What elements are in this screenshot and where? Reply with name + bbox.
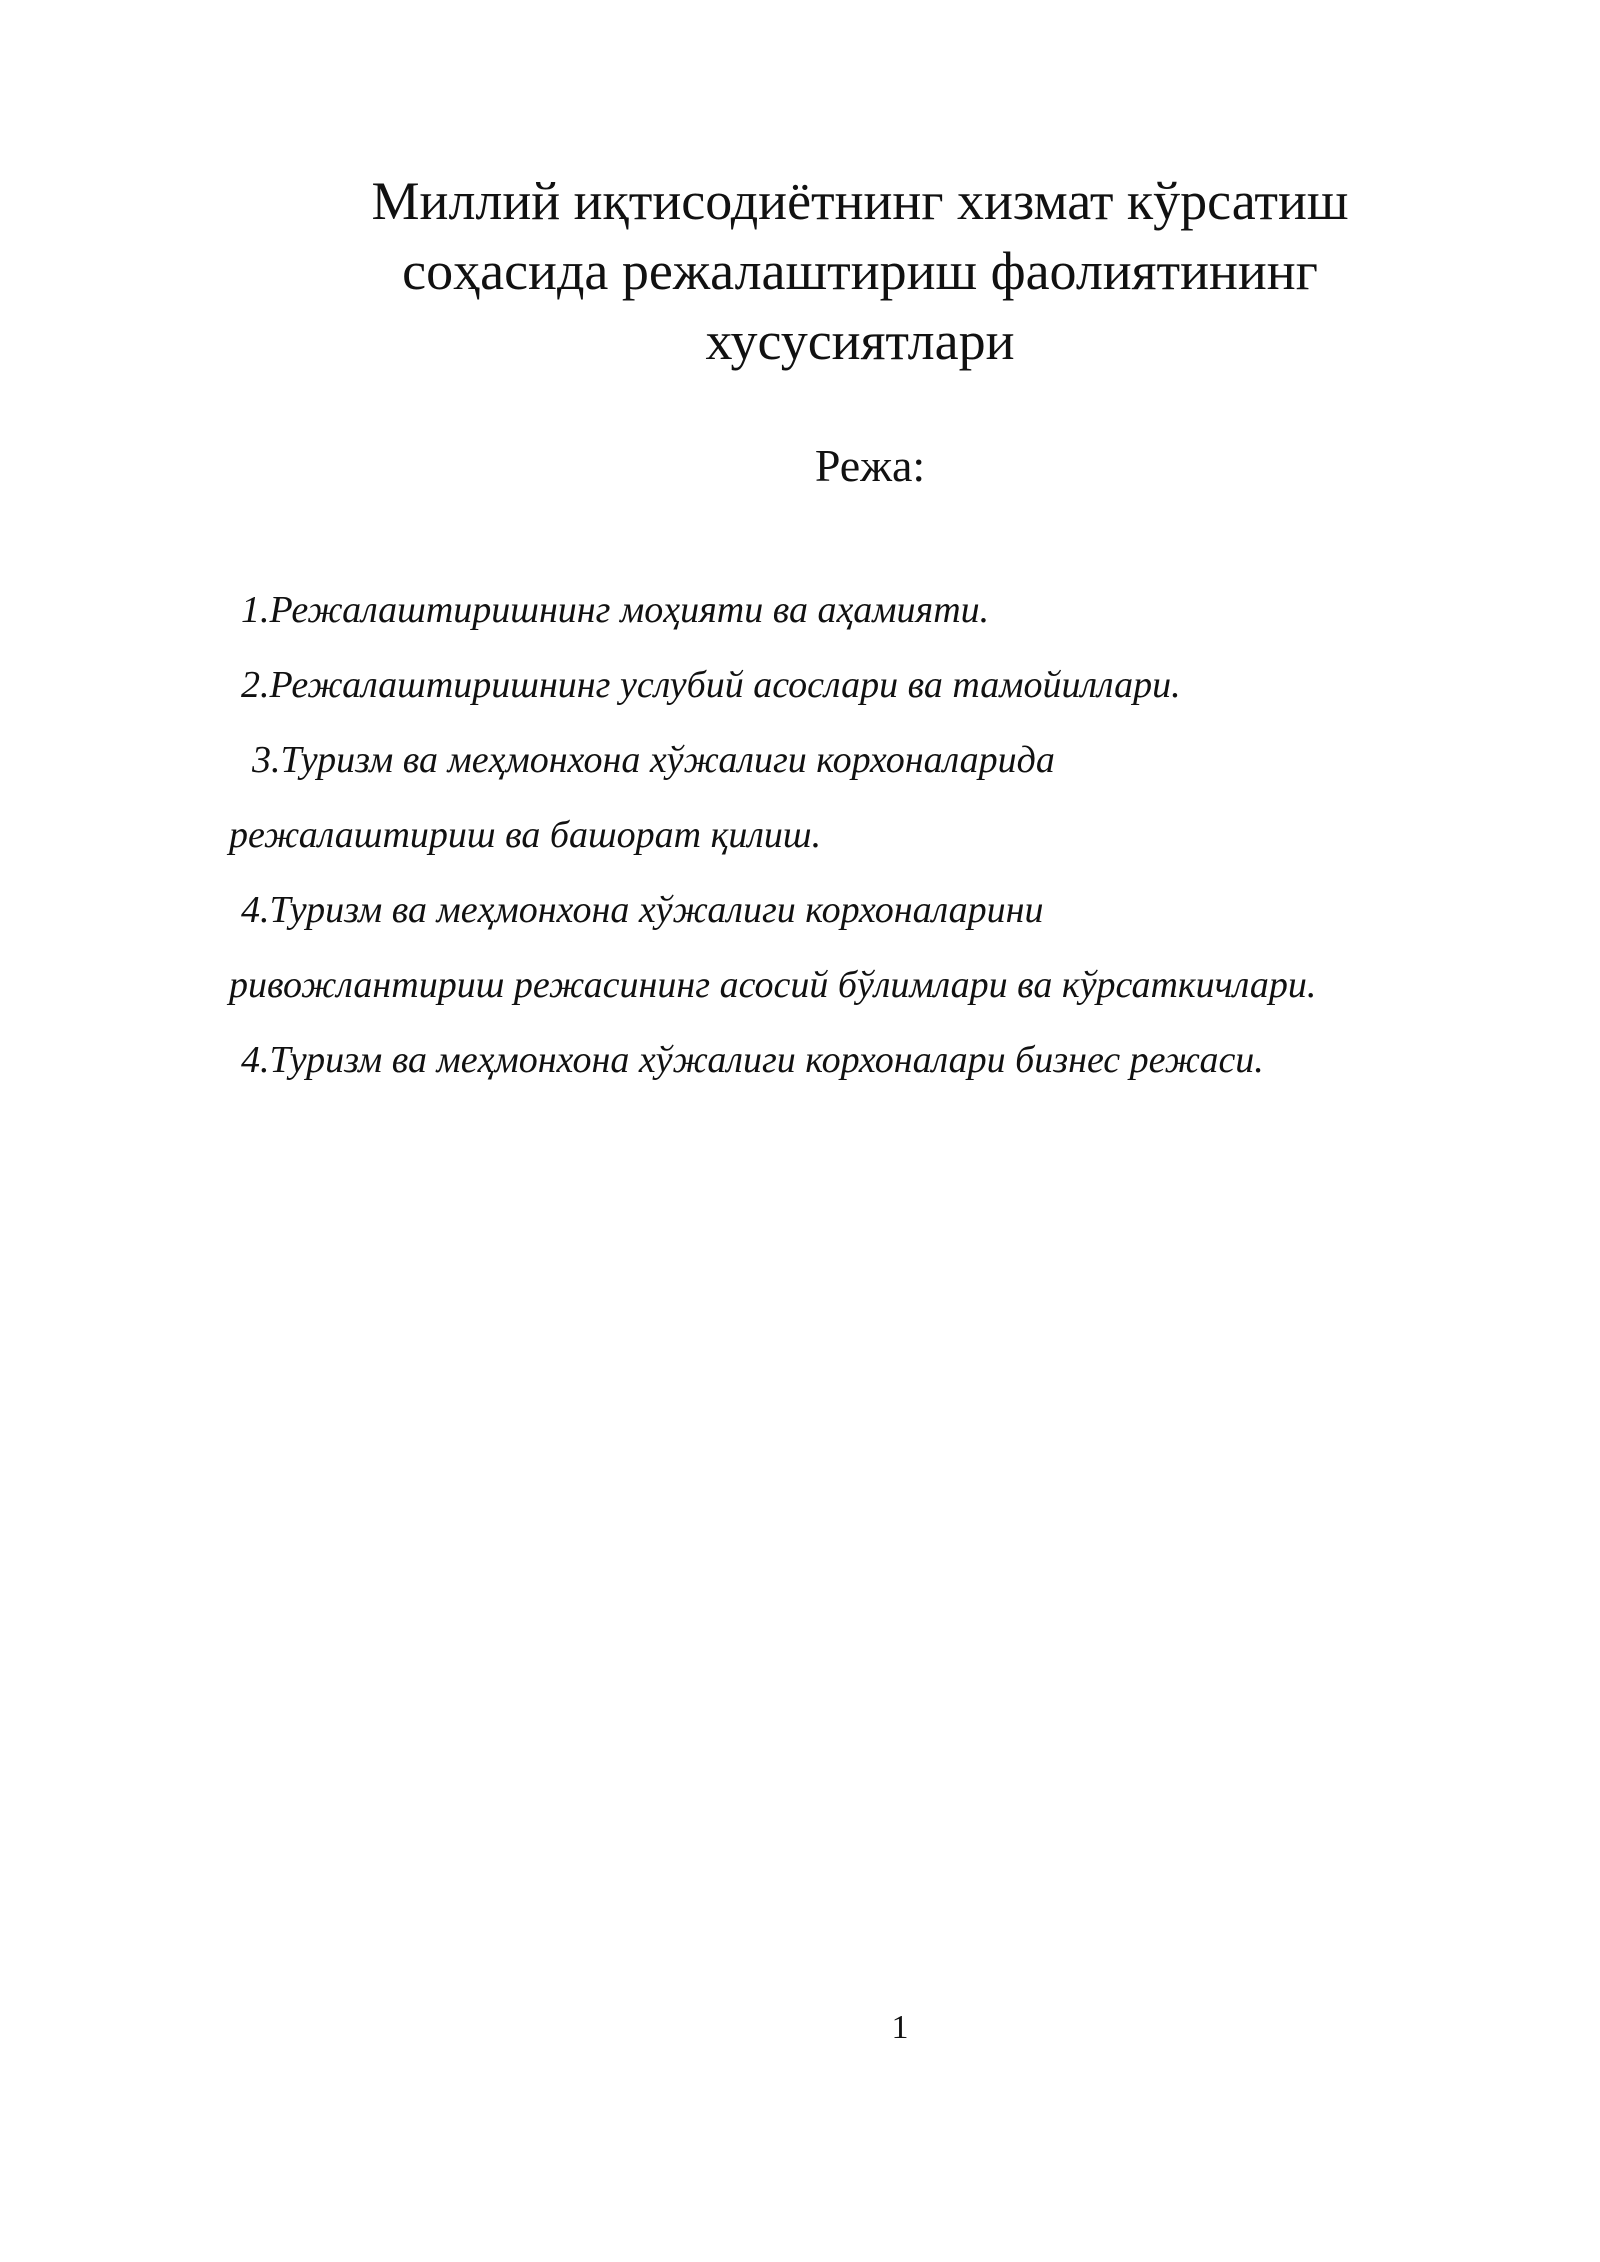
- plan-item-1: 1.Режалаштиришнинг моҳияти ва аҳамияти.: [241, 589, 990, 631]
- title-line-1: Миллий иқтисодиётнинг хизмат кўрсатиш: [371, 171, 1349, 231]
- title-line-3: хусусиятлари: [705, 311, 1015, 371]
- plan-heading: Режа:: [814, 440, 926, 491]
- document-title: [270, 166, 1450, 376]
- plan-item-3-line-2: режалаштириш ва башорат қилиш.: [229, 814, 822, 856]
- plan-item-5: 4.Туризм ва меҳмонхона хўжалиги корхоналари бизнес режаси.: [241, 1039, 1264, 1081]
- page-number: 1: [891, 2009, 909, 2046]
- plan-item-4-line-2: ривожлантириш режасининг асосий бўлимлари ва кўрсаткичлари.: [229, 964, 1317, 1006]
- plan-item-4-line-1: 4.Туризм ва меҳмонхона хўжалиги корхоналарини: [241, 889, 1044, 931]
- plan-item-3-line-1: 3.Туризм ва меҳмонхона хўжалиги корхоналарида: [252, 739, 1055, 781]
- title-line-2: соҳасида режалаштириш фаолиятининг: [402, 241, 1318, 301]
- plan-item-2: 2.Режалаштиришнинг услубий асослари ва тамойиллари.: [241, 664, 1181, 706]
